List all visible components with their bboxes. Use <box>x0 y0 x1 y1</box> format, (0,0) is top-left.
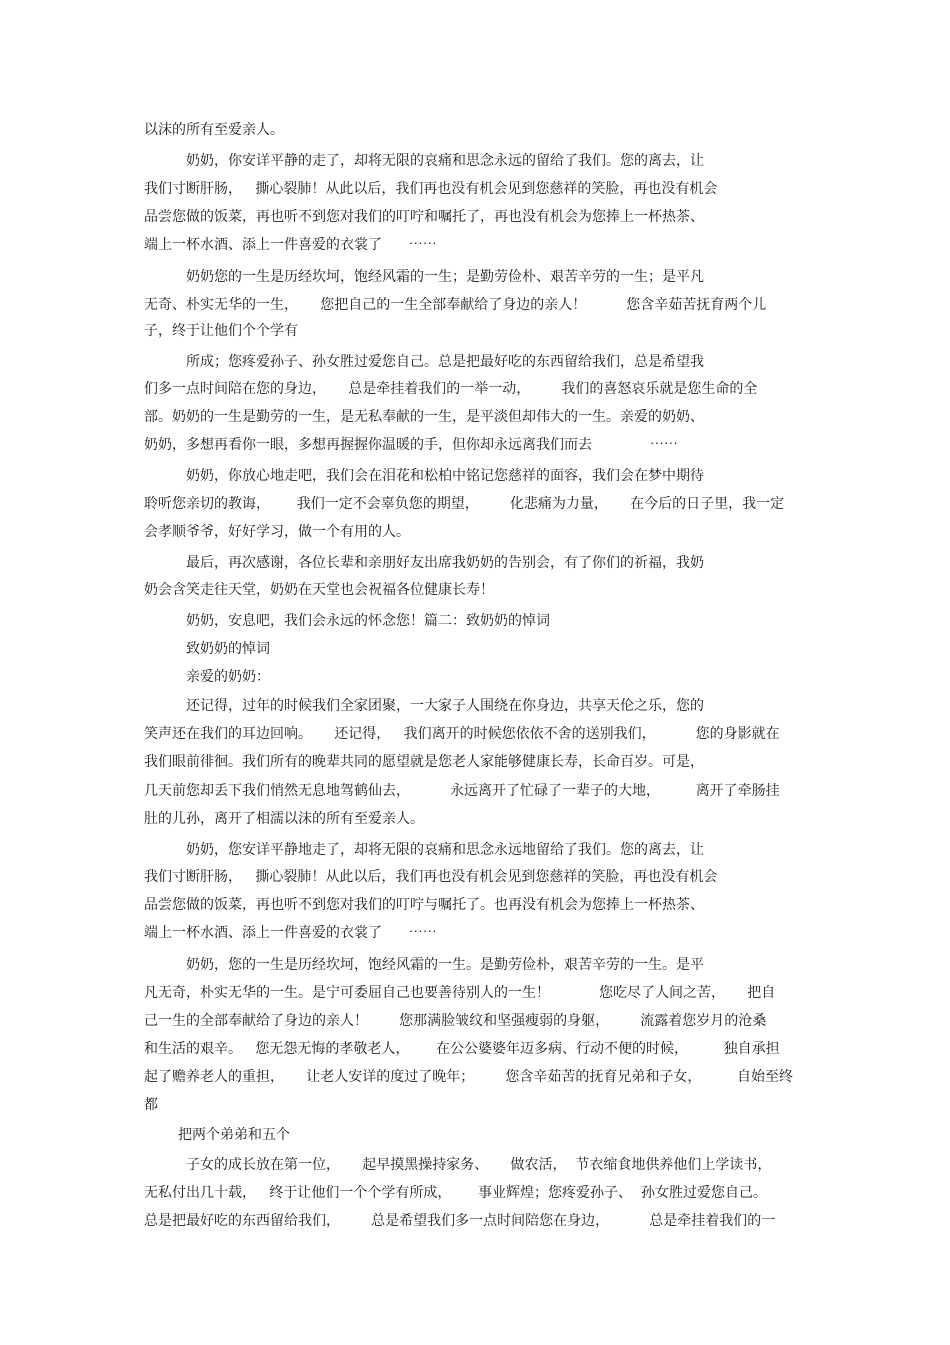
text-line: 我们眼前徘徊。我们所有的晚辈共同的愿望就是您老人家能够健康长寿，长命百岁。可是， <box>144 754 704 770</box>
text-line: 子，终于让他们个个学有 <box>144 323 298 339</box>
text-line: 聆听您亲切的教诲， 我们一定不会辜负您的期望， 化悲痛为力量， 在今后的日子里，我一定 <box>144 496 785 512</box>
text-line: 奶奶，安息吧，我们会永远的怀念您！篇二：致奶奶的悼词 <box>186 613 550 629</box>
text-line: 奶奶，您的一生是历经坎坷，饱经风霜的一生。是勤劳俭朴，艰苦辛劳的一生。是平 <box>186 957 704 973</box>
text-line: 以沫的所有至爱亲人。 <box>144 122 284 138</box>
text-line: 笑声还在我们的耳边回响。 还记得， 我们离开的时候您依依不舍的送别我们， 您的身影就在 <box>144 726 780 742</box>
text-line: 和生活的艰辛。 您无怨无悔的孝敬老人， 在公公婆婆年迈多病、行动不便的时候， 独自承担 <box>144 1041 780 1057</box>
text-line: 几天前您却丢下我们悄然无息地驾鹤仙去， 永远离开了忙碌了一辈子的大地， 离开了牵肠挂 <box>144 783 780 799</box>
text-line: 部。奶奶的一生是勤劳的一生，是无私奉献的一生，是平淡但却伟大的一生。亲爱的奶奶、 <box>144 409 704 425</box>
text-line: 奶奶，你安详平静的走了，却将无限的哀痛和思念永远的留给了我们。您的离去，让 <box>186 153 704 169</box>
text-line: 我们寸断肝肠， 撕心裂肺！从此以后，我们再也没有机会见到您慈祥的笑脸，再也没有机会 <box>144 181 718 197</box>
text-line: 肚的儿孙，离开了相濡以沫的所有至爱亲人。 <box>144 811 424 827</box>
text-line: 们多一点时间陪在您的身边， 总是牵挂着我们的一举一动， 我们的喜怒哀乐就是您生命的全 <box>144 381 758 397</box>
text-line: 凡无奇，朴实无华的一生。是宁可委屈自己也要善待别人的一生！ 您吃尽了人间之苦， 把自 <box>144 985 776 1001</box>
text-line: 致奶奶的悼词 <box>186 641 270 657</box>
text-line: 最后，再次感谢，各位长辈和亲朋好友出席我奶奶的告别会，有了你们的祈福，我奶 <box>186 555 704 571</box>
text-line: 会孝顺爷爷，好好学习，做一个有用的人。 <box>144 524 410 540</box>
text-line: 奶奶您的一生是历经坎坷，饱经风霜的一生；是勤劳俭朴、艰苦辛劳的一生；是平凡 <box>186 269 704 285</box>
text-line: 奶奶，您安详平静地走了，却将无限的哀痛和思念永远地留给了我们。您的离去，让 <box>186 842 704 858</box>
text-line: 己一生的全部奉献给了身边的亲人！ 您那满脸皱纹和坚强瘦弱的身躯， 流露着您岁月的沧桑 <box>144 1013 767 1029</box>
text-line: 我们寸断肝肠， 撕心裂肺！从此以后，我们再也没有机会见到您慈祥的笑脸，再也没有机会 <box>144 869 718 885</box>
text-line: 端上一杯水酒、添上一件喜爱的衣裳了 ⋯⋯ <box>144 925 437 941</box>
text-line: 品尝您做的饭菜，再也听不到您对我们的叮咛与嘱托了。也再没有机会为您捧上一杯热茶、 <box>144 897 704 913</box>
text-line: 把两个弟弟和五个 <box>178 1127 290 1143</box>
text-line: 子女的成长放在第一位， 起早摸黑操持家务、 做农活， 节衣缩食地供养他们上学读书， <box>186 1157 772 1173</box>
text-line: 奶奶，多想再看你一眼，多想再握握你温暖的手，但你却永远离我们而去 ⋯⋯ <box>144 437 678 453</box>
text-line: 端上一杯水酒、添上一件喜爱的衣裳了 ⋯⋯ <box>144 237 437 253</box>
text-line: 无私付出几十载， 终于让他们一个个学有所成， 事业辉煌；您疼爱孙子、 孙女胜过爱您自己。 <box>144 1185 767 1201</box>
text-line: 所成；您疼爱孙子、孙女胜过爱您自己。总是把最好吃的东西留给我们，总是希望我 <box>186 354 704 370</box>
text-line: 还记得，过年的时候我们全家团聚，一大家子人围绕在你身边，共享天伦之乐，您的 <box>186 698 704 714</box>
text-line: 总是把最好吃的东西留给我们， 总是希望我们多一点时间陪您在身边， 总是牵挂着我们的一 <box>144 1213 776 1229</box>
text-line: 奶会含笑走往天堂，奶奶在天堂也会祝福各位健康长寿！ <box>144 582 494 598</box>
text-line: 奶奶，你放心地走吧，我们会在泪花和松柏中铭记您慈祥的面容，我们会在梦中期待 <box>186 468 704 484</box>
text-line: 起了赡养老人的重担， 让老人安详的度过了晚年； 您含辛茹苦的抚育兄弟和子女， 自始至终 <box>144 1069 794 1085</box>
text-line: 品尝您做的饭菜，再也听不到您对我们的叮咛和嘱托了，再也没有机会为您捧上一杯热茶、 <box>144 209 704 225</box>
text-line: 无奇、朴实无华的一生， 您把自己的一生全部奉献给了身边的亲人！ 您含辛茹苦抚育两个儿 <box>144 297 767 313</box>
text-line: 都 <box>144 1097 158 1113</box>
text-line: 亲爱的奶奶： <box>186 669 270 685</box>
